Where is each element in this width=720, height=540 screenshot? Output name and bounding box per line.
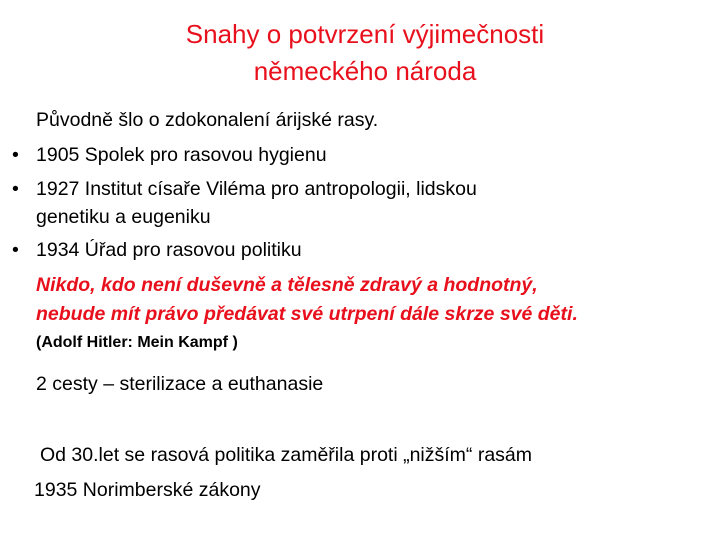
bullet-2-text-continued: genetiku a eugeniku (36, 206, 211, 228)
bullet-1-marker: • (12, 144, 19, 166)
bullet-2-marker: • (12, 178, 19, 200)
slide-title (0, 16, 720, 90)
quote-citation: (Adolf Hitler: Mein Kampf ) (36, 334, 238, 351)
hitler-quote-line-1: Nikdo, kdo není duševně a tělesně zdravý a hodnotný, (36, 274, 538, 296)
race-policy-text: Od 30.let se rasová politika zaměřila proti „nižším“ rasám (40, 444, 533, 466)
bullet-2-text: 1927 Institut císaře Viléma pro antropologii, lidskou (36, 178, 477, 200)
title-line-2: německého národa (253, 56, 477, 86)
title-line-1: Snahy o potvrzení výjimečnosti (185, 19, 545, 49)
bullet-1-text: 1905 Spolek pro rasovou hygienu (36, 144, 327, 166)
nuremberg-laws-text: 1935 Norimberské zákony (34, 479, 261, 501)
two-ways-text: 2 cesty – sterilizace a euthanasie (36, 373, 324, 395)
bullet-3-text: 1934 Úřad pro rasovou politiku (36, 239, 302, 261)
bullet-3-marker: • (12, 239, 19, 261)
hitler-quote-line-2: nebude mít právo předávat své utrpení dále skrze své děti. (36, 303, 578, 325)
intro-text: Původně šlo o zdokonalení árijské rasy. (36, 109, 379, 131)
